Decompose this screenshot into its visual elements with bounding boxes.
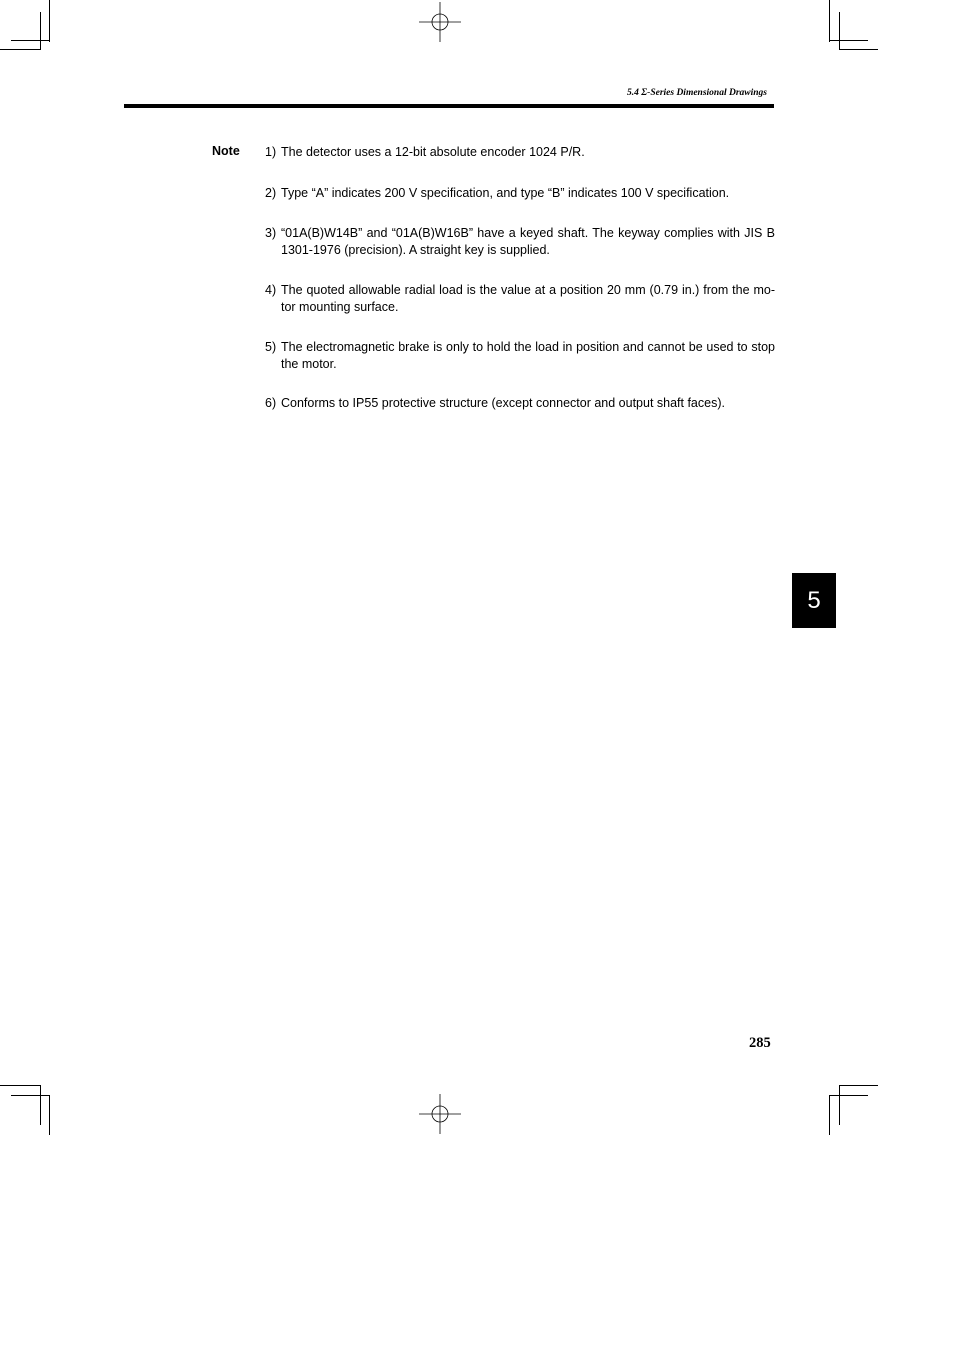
crop-mark-top-right <box>829 0 830 42</box>
note-item <box>265 282 775 315</box>
note-text: Conforms to IP55 protective structure (except connector and output shaft faces). <box>281 396 725 410</box>
chapter-tab: 5 <box>792 573 836 628</box>
note-text: The electromagnetic brake is only to hold the load in position and cannot be used to stop the motor. <box>281 340 775 371</box>
page-number: 285 <box>749 1035 771 1051</box>
crop-mark-bottom-right <box>839 1085 878 1086</box>
running-header: 5.4 Σ-Series Dimensional Drawings <box>627 88 767 98</box>
crop-mark-top-left <box>11 40 50 41</box>
crop-mark-bottom-left <box>0 1085 40 1086</box>
note-text: The quoted allowable radial load is the value at a position 20 mm (0.79 in.) from the mo-tor mounting surface. <box>281 283 775 314</box>
crop-mark-bottom-right <box>839 1085 840 1125</box>
crop-mark-bottom-left <box>49 1095 50 1135</box>
note-item <box>265 144 775 161</box>
note-number: 1) <box>265 145 277 159</box>
crop-mark-top-left <box>0 49 40 50</box>
crop-mark-bottom-right <box>829 1095 868 1096</box>
crop-mark-bottom-left <box>40 1085 41 1125</box>
note-number: 5) <box>265 340 277 354</box>
note-label: Note <box>212 144 240 158</box>
note-text: “01A(B)W14B” and “01A(B)W16B” have a keyed shaft. The keyway complies with JIS B 1301-1976 (precision). A straight key is supplied. <box>281 226 775 257</box>
note-number: 4) <box>265 283 277 297</box>
crop-mark-top-right <box>839 12 840 50</box>
crop-mark-top-right <box>829 40 868 41</box>
note-item <box>265 339 775 372</box>
note-number: 6) <box>265 396 277 410</box>
crop-mark-top-right <box>839 49 878 50</box>
registration-mark-bottom <box>419 1094 461 1134</box>
registration-mark-top <box>419 2 461 42</box>
crop-mark-bottom-left <box>11 1095 50 1096</box>
note-number: 2) <box>265 186 277 200</box>
note-item <box>265 185 775 202</box>
crop-mark-bottom-right <box>829 1095 830 1135</box>
note-text: The detector uses a 12-bit absolute encoder 1024 P/R. <box>281 145 585 159</box>
note-item <box>265 225 775 258</box>
crop-mark-top-left <box>40 12 41 50</box>
header-rule <box>124 104 774 108</box>
note-text: Type “A” indicates 200 V specification, and type “B” indicates 100 V specification. <box>281 186 730 200</box>
note-number: 3) <box>265 226 277 240</box>
note-item <box>265 395 775 412</box>
crop-mark-top-left <box>49 0 50 42</box>
